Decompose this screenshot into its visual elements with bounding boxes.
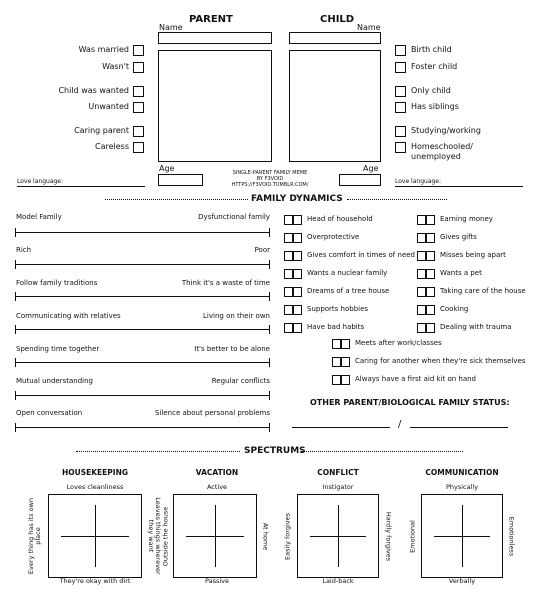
option-studying-working: Studying/working [411, 126, 481, 135]
scale-right-label: Think it's a waste of time [181, 279, 270, 287]
option-only-child: Only child [411, 86, 451, 95]
option-was-married: Was married [78, 45, 129, 54]
double-checkbox[interactable] [417, 233, 435, 243]
family-dynamics-title: FAMILY DYNAMICS [251, 194, 343, 204]
scale-right-label: Silence about personal problems [155, 409, 270, 417]
double-checkbox[interactable] [417, 215, 435, 225]
spectrum-title: HOUSEKEEPING [61, 468, 129, 477]
spectrum-right-label: Emotionless [507, 516, 516, 557]
scale-left-label: Open conversation [16, 409, 83, 417]
scale-left-label: Spending time together [16, 345, 100, 353]
spectrum-title: CONFLICT [317, 468, 359, 477]
checkbox-only-child[interactable] [395, 86, 406, 97]
spectrum-top-label: Loves cleanliness [66, 483, 124, 491]
child-name-label: Name [357, 23, 381, 32]
check-label: Wants a nuclear family [307, 269, 388, 277]
double-checkbox[interactable] [284, 287, 302, 297]
parent-love-language-line[interactable] [17, 186, 145, 187]
double-checkbox[interactable] [284, 323, 302, 333]
credit-line-2: BY F3VOID [256, 176, 284, 182]
check-label: Overprotective [307, 233, 360, 241]
checkbox-birth-child[interactable] [395, 45, 406, 56]
scale-line[interactable] [15, 325, 270, 334]
option-foster-child: Foster child [411, 62, 458, 71]
scale-line[interactable] [15, 423, 270, 432]
parent-name-label: Name [159, 23, 183, 32]
check-label: Always have a first aid kit on hand [355, 375, 477, 383]
spectrum-grid[interactable] [48, 494, 142, 578]
checkbox-careless[interactable] [133, 142, 144, 153]
check-label: Taking care of the house [440, 287, 526, 295]
option-unwanted: Unwanted [88, 102, 129, 111]
spectrum-bottom-label: Passive [204, 577, 230, 585]
check-label: Supports hobbies [307, 305, 369, 313]
double-checkbox[interactable] [417, 269, 435, 279]
spectrum-title: VACATION [195, 468, 239, 477]
scale-line[interactable] [15, 358, 270, 367]
option-wasnt: Wasn't [102, 62, 129, 71]
option-child-was-wanted: Child was wanted [58, 86, 129, 95]
check-label: Dreams of a tree house [307, 287, 390, 295]
scale-right-label: It's better to be alone [194, 345, 270, 353]
child-name-field[interactable] [289, 32, 381, 44]
spectrum-right-label: Leaves things wherever they want [147, 497, 162, 575]
credit-line-3: HTTPS://F3VOID.TUMBLR.COM/ [231, 182, 309, 188]
double-checkbox[interactable] [284, 233, 302, 243]
scale-left-label: Communicating with relatives [16, 312, 121, 320]
section-divider-left [105, 199, 248, 200]
parent-love-language-label: Love language: [17, 178, 64, 185]
spectrums-title: SPECTRUMS [244, 446, 306, 456]
child-age-field[interactable] [339, 174, 381, 186]
credit-text [210, 170, 330, 188]
spectrum-grid[interactable] [421, 494, 503, 578]
spectrum-top-label: Instigator [322, 483, 354, 491]
scale-line[interactable] [15, 292, 270, 301]
spectrum-right-label: At home [261, 522, 270, 551]
option-careless: Careless [94, 142, 129, 151]
option-caring-parent: Caring parent [74, 126, 129, 135]
checkbox-foster-child[interactable] [395, 62, 406, 73]
spectrum-left-label: Every thing has its own place [27, 497, 42, 575]
option-birth-child: Birth child [411, 45, 452, 54]
double-checkbox[interactable] [284, 305, 302, 315]
child-title: CHILD [320, 14, 355, 25]
spectrum-right-label: Hardly forgives [384, 511, 393, 562]
double-checkbox[interactable] [417, 251, 435, 261]
scale-left-label: Follow family traditions [16, 279, 98, 287]
double-checkbox[interactable] [284, 269, 302, 279]
spectrum-bottom-label: They're okay with dirt [59, 577, 131, 585]
checkbox-child-was-wanted[interactable] [133, 86, 144, 97]
child-love-language-label: Love language: [395, 178, 442, 185]
check-label: Have bad habits [307, 323, 365, 331]
check-label: Wants a pet [440, 269, 482, 277]
checkbox-was-married[interactable] [133, 45, 144, 56]
checkbox-has-siblings[interactable] [395, 102, 406, 113]
scale-line[interactable] [15, 391, 270, 400]
check-label: Misses being apart [440, 251, 506, 259]
spectrum-left-label: Outside the house [161, 506, 170, 567]
scale-right-label: Poor [254, 246, 270, 254]
other-parent-status-line[interactable] [292, 427, 390, 428]
check-label: Dealing with trauma [440, 323, 512, 331]
spectrum-left-label: Emotional [408, 520, 417, 553]
option-has-siblings: Has siblings [411, 102, 459, 111]
scale-right-label: Dysfunctional family [198, 213, 270, 221]
section-divider-right [347, 199, 447, 200]
scale-right-label: Living on their own [203, 312, 270, 320]
parent-title: PARENT [189, 14, 233, 25]
check-label: Caring for another when they're sick themselves [355, 357, 526, 365]
scale-left-label: Rich [16, 246, 32, 254]
spectrum-left-label: Easily forgives [283, 513, 292, 560]
checkbox-wasnt[interactable] [133, 62, 144, 73]
biological-family-status-line[interactable] [410, 427, 508, 428]
checkbox-unwanted[interactable] [133, 102, 144, 113]
double-checkbox[interactable] [417, 287, 435, 297]
scale-left-label: Mutual understanding [16, 377, 94, 385]
parent-age-label: Age [159, 164, 175, 173]
section-divider-right [301, 451, 463, 452]
spectrum-top-label: Physically [445, 483, 479, 491]
check-label: Gives comfort in times of need [307, 251, 415, 259]
child-age-label: Age [363, 164, 379, 173]
checkbox-homeschooled[interactable] [395, 142, 406, 153]
double-checkbox[interactable] [332, 375, 350, 385]
check-label: Gives gifts [440, 233, 477, 241]
spectrum-grid[interactable] [297, 494, 379, 578]
scale-line[interactable] [15, 260, 270, 269]
check-label: Earning money [440, 215, 493, 223]
spectrum-grid[interactable] [173, 494, 257, 578]
double-checkbox[interactable] [284, 251, 302, 261]
child-love-language-line[interactable] [395, 186, 523, 187]
parent-age-field[interactable] [158, 174, 203, 186]
option-homeschooled: Homeschooled/ [411, 142, 473, 151]
check-label: Head of household [307, 215, 373, 223]
parent-name-field[interactable] [158, 32, 272, 44]
credit-line-1: SINGLE-PARENT FAMILY MEME [232, 170, 308, 176]
double-checkbox[interactable] [332, 339, 350, 349]
double-checkbox[interactable] [332, 357, 350, 367]
section-divider-left [76, 451, 240, 452]
checkbox-caring-parent[interactable] [133, 126, 144, 137]
check-label: Cooking [440, 305, 469, 313]
spectrum-top-label: Active [206, 483, 228, 491]
spectrum-title: COMMUNICATION [425, 468, 499, 477]
status-separator: / [398, 419, 402, 430]
child-photo-box[interactable] [289, 50, 381, 162]
check-label: Meets after work/classes [355, 339, 442, 347]
parent-photo-box[interactable] [158, 50, 272, 162]
checkbox-studying-working[interactable] [395, 126, 406, 137]
spectrum-bottom-label: Laid-back [322, 577, 354, 585]
spectrum-bottom-label: Verbally [448, 577, 476, 585]
scale-left-label: Model Family [16, 213, 62, 221]
double-checkbox[interactable] [417, 323, 435, 333]
scale-right-label: Regular conflicts [211, 377, 270, 385]
scale-line[interactable] [15, 228, 270, 237]
option-unemployed: unemployed [411, 152, 461, 161]
double-checkbox[interactable] [417, 305, 435, 315]
double-checkbox[interactable] [284, 215, 302, 225]
other-parent-status-label: OTHER PARENT/BIOLOGICAL FAMILY STATUS: [310, 398, 510, 407]
